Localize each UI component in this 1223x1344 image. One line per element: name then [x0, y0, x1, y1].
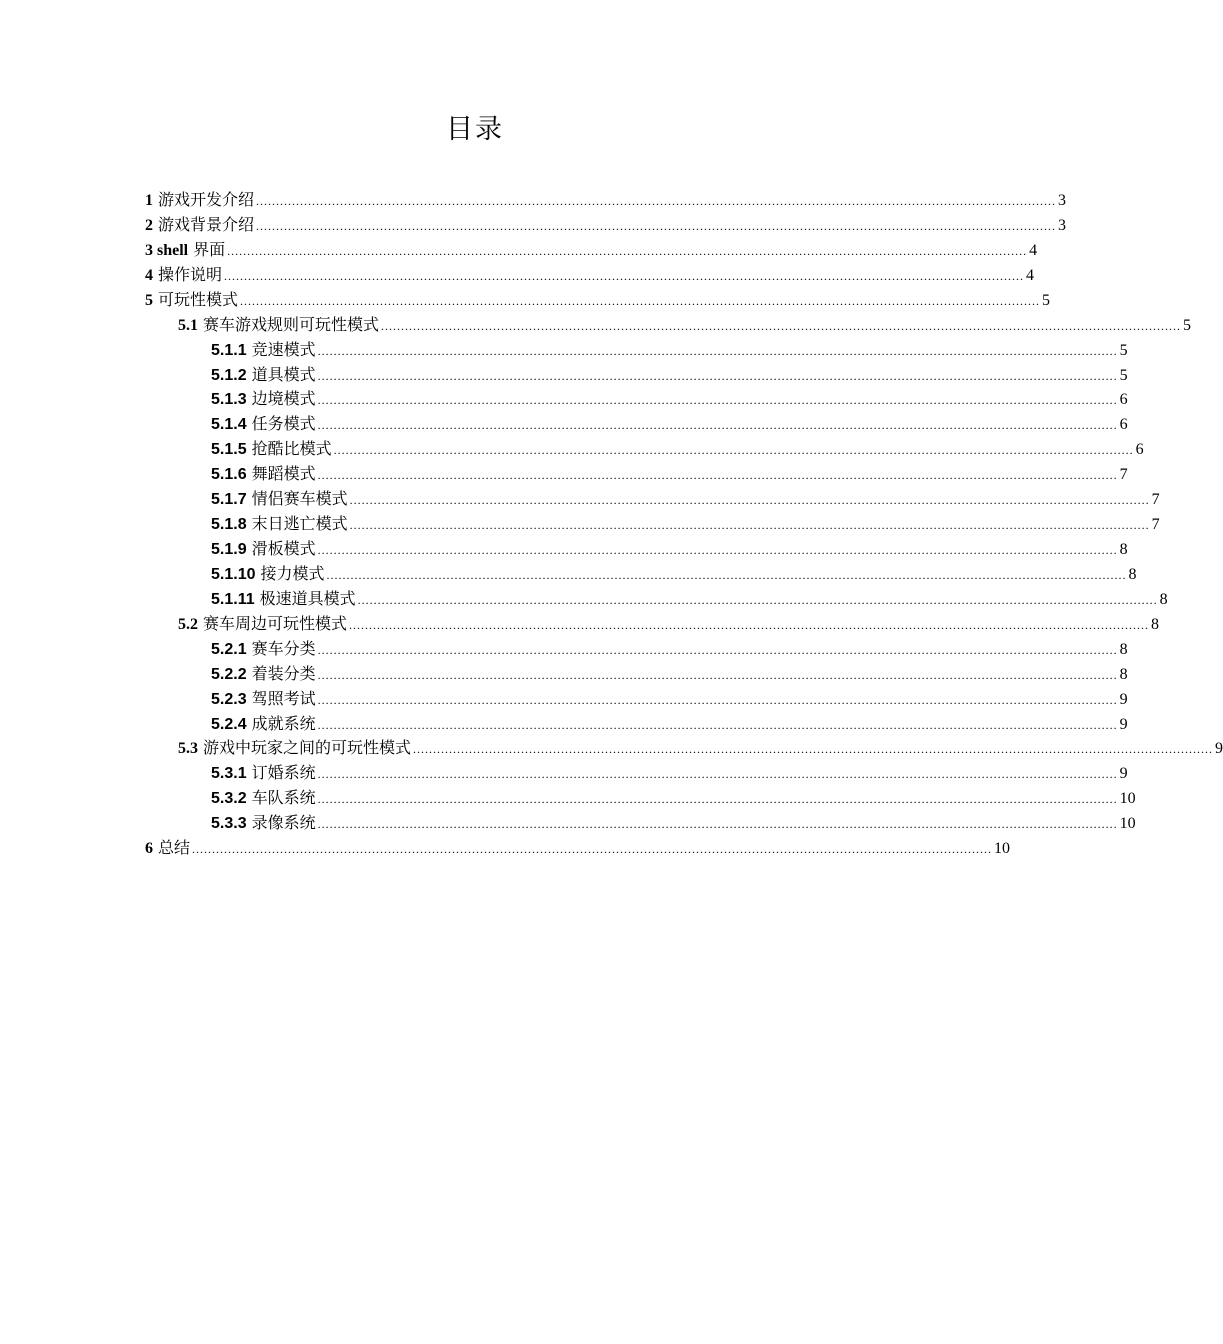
toc-entry[interactable]: [211, 637, 1128, 661]
toc-entry-number: 5.1.4: [211, 416, 247, 434]
toc-entry[interactable]: [211, 512, 1160, 536]
toc-dot-leader: ........................................................................................................................................................................................................: [326, 567, 1127, 582]
toc-entry[interactable]: [211, 662, 1128, 686]
toc-entry-title: 订婚系统: [251, 763, 316, 783]
toc-entry[interactable]: [211, 811, 1136, 835]
toc-entry-title: 接力模式: [260, 563, 325, 583]
toc-entry[interactable]: [145, 213, 1067, 237]
toc-dot-leader: ........................................................................................................................................................................................................: [317, 393, 1118, 408]
toc-entry-number: 5.1.7: [211, 491, 247, 509]
toc-entry-page-number: 3: [1058, 192, 1067, 209]
toc-entry[interactable]: [211, 412, 1128, 436]
toc-entry-page-number: 7: [1119, 466, 1128, 484]
toc-entry-page-number: 4: [1026, 266, 1035, 284]
toc-dot-leader: ........................................................................................................................................................................................................: [357, 592, 1158, 607]
toc-entry-number: 3 shell: [145, 241, 189, 259]
toc-entry-title: 游戏中玩家之间的可玩性模式: [203, 738, 412, 758]
toc-entry-title: 车队系统: [251, 788, 316, 808]
toc-entry-title: 舞蹈模式: [251, 464, 316, 484]
toc-entry-page-number: 7: [1151, 491, 1160, 509]
toc-entry-number: 6: [145, 840, 153, 858]
toc-entry-page-number: 8: [1119, 541, 1128, 559]
toc-dot-leader: ........................................................................................................................................................................................................: [224, 268, 1025, 283]
toc-entry[interactable]: [145, 836, 1011, 860]
toc-entry-page-number: 10: [1119, 815, 1136, 833]
toc-entry-title: 抢酷比模式: [251, 439, 332, 459]
toc-entry-page-number: 5: [1119, 366, 1128, 384]
toc-entry-number: 5.1.11: [211, 590, 255, 608]
toc-entry[interactable]: [178, 612, 1160, 636]
toc-dot-leader: ........................................................................................................................................................................................................: [256, 194, 1057, 208]
toc-entry-title: 任务模式: [251, 414, 316, 434]
toc-entry-title: 录像系统: [251, 813, 316, 833]
toc-dot-leader: ........................................................................................................................................................................................................: [317, 717, 1118, 732]
toc-entry-title: 驾照考试: [251, 688, 316, 708]
toc-entry-page-number: 9: [1119, 765, 1128, 783]
toc-entry-number: 5.1: [178, 316, 198, 334]
toc-entry-title: 滑板模式: [251, 539, 316, 559]
toc-entry-number: 5.1.6: [211, 466, 247, 484]
toc-entry[interactable]: [211, 338, 1128, 362]
toc-dot-leader: ........................................................................................................................................................................................................: [317, 343, 1118, 358]
toc-entry-title: 极速道具模式: [259, 588, 356, 608]
toc-entry-page-number: 8: [1151, 615, 1160, 633]
toc-entry-title: 界面: [193, 239, 226, 259]
toc-entry-title: 操作说明: [158, 264, 223, 284]
toc-dot-leader: ........................................................................................................................................................................................................: [317, 543, 1118, 558]
toc-entry-number: 5: [145, 291, 153, 309]
toc-entry-number: 5.1.2: [211, 366, 247, 384]
toc-entry-page-number: 9: [1119, 690, 1128, 708]
toc-entry[interactable]: [211, 387, 1128, 411]
toc-dot-leader: ........................................................................................................................................................................................................: [192, 842, 993, 857]
toc-entry-number: 5.2.3: [211, 690, 247, 708]
toc-entry-number: 5.1.9: [211, 541, 247, 559]
toc-dot-leader: ........................................................................................................................................................................................................: [381, 318, 1182, 333]
toc-entry-page-number: 8: [1128, 565, 1137, 583]
toc-entry-number: 5.2.2: [211, 665, 247, 683]
page-title: 目录: [446, 114, 504, 145]
toc-dot-leader: ........................................................................................................................................................................................................: [317, 642, 1118, 657]
toc-entry[interactable]: [211, 687, 1128, 711]
toc-entry-page-number: 9: [1215, 740, 1223, 758]
toc-dot-leader: ........................................................................................................................................................................................................: [349, 518, 1150, 533]
toc-entry-number: 5.1.3: [211, 391, 247, 409]
toc-entry-title: 成就系统: [251, 713, 316, 733]
toc-entry-number: 4: [145, 266, 153, 284]
toc-entry-title: 赛车周边可玩性模式: [203, 613, 348, 633]
toc-entry-title: 边境模式: [251, 389, 316, 409]
toc-entry-title: 竞速模式: [251, 339, 316, 359]
toc-entry-page-number: 9: [1119, 715, 1128, 733]
toc-dot-leader: ........................................................................................................................................................................................................: [349, 493, 1150, 508]
toc-entry-page-number: 5: [1042, 291, 1051, 309]
toc-entry[interactable]: [145, 188, 1067, 212]
toc-entry-title: 着装分类: [251, 663, 316, 683]
toc-dot-leader: ........................................................................................................................................................................................................: [317, 767, 1118, 782]
toc-dot-leader: ........................................................................................................................................................................................................: [317, 817, 1118, 832]
toc-dot-leader: ........................................................................................................................................................................................................: [317, 667, 1118, 682]
toc-entry-number: 5.3: [178, 740, 198, 758]
toc-entry-page-number: 6: [1119, 391, 1128, 409]
toc-entry[interactable]: [211, 562, 1137, 586]
toc-entry-title: 赛车游戏规则可玩性模式: [203, 314, 380, 334]
toc-entry-page-number: 8: [1159, 590, 1168, 608]
toc-entry-title: 情侣赛车模式: [251, 489, 348, 509]
toc-entry-page-number: 5: [1183, 316, 1192, 334]
toc-dot-leader: ........................................................................................................................................................................................................: [240, 293, 1041, 308]
toc-entry-number: 1: [145, 192, 153, 209]
toc-entry-title: 可玩性模式: [158, 289, 239, 309]
toc-entry-page-number: 4: [1029, 241, 1038, 259]
toc-entry-number: 5.2.1: [211, 640, 247, 658]
toc-dot-leader: ........................................................................................................................................................................................................: [333, 443, 1134, 458]
toc-entry-title: 赛车分类: [251, 638, 316, 658]
toc-entry[interactable]: [145, 288, 1051, 312]
toc-entry[interactable]: [211, 437, 1144, 461]
toc-dot-leader: ........................................................................................................................................................................................................: [413, 742, 1214, 757]
toc-dot-leader: ........................................................................................................................................................................................................: [317, 368, 1118, 383]
toc-dot-leader: ........................................................................................................................................................................................................: [317, 792, 1118, 807]
toc-entry[interactable]: [178, 313, 1192, 337]
toc-entry-number: 5.3.3: [211, 815, 247, 833]
toc-entry-number: 5.1.10: [211, 565, 256, 583]
toc-entry-page-number: 5: [1119, 341, 1128, 359]
toc-dot-leader: ........................................................................................................................................................................................................: [317, 418, 1118, 433]
toc-entry-page-number: 3: [1058, 216, 1067, 234]
toc-dot-leader: ........................................................................................................................................................................................................: [256, 218, 1057, 233]
toc-entry[interactable]: [211, 462, 1128, 486]
toc-entry-number: 2: [145, 216, 153, 234]
toc-dot-leader: ........................................................................................................................................................................................................: [317, 692, 1118, 707]
toc-entry-page-number: 10: [994, 840, 1011, 858]
toc-entry-number: 5.1.8: [211, 516, 247, 534]
toc-entry-number: 5.1.5: [211, 441, 247, 459]
toc-entry[interactable]: [211, 587, 1168, 611]
toc-dot-leader: ........................................................................................................................................................................................................: [227, 243, 1028, 258]
toc-entry-number: 5.2.4: [211, 715, 247, 733]
toc-entry[interactable]: [211, 761, 1128, 785]
toc-entry-number: 5.1.1: [211, 341, 247, 359]
toc-entry[interactable]: [211, 712, 1128, 736]
toc-entry[interactable]: [211, 786, 1136, 810]
toc-entry-title: 游戏开发介绍: [158, 190, 255, 209]
toc-entry[interactable]: [145, 238, 1038, 262]
toc-entry[interactable]: [211, 487, 1160, 511]
toc-entry-page-number: 6: [1135, 441, 1144, 459]
toc-entry[interactable]: [178, 736, 1223, 760]
toc-entry-page-number: 8: [1119, 640, 1128, 658]
toc-entry-page-number: 8: [1119, 665, 1128, 683]
toc-dot-leader: ........................................................................................................................................................................................................: [349, 617, 1150, 632]
toc-entry-title: 总结: [158, 838, 191, 858]
toc-dot-leader: ........................................................................................................................................................................................................: [317, 468, 1118, 483]
toc-entry-title: 道具模式: [251, 364, 316, 384]
toc-entry-number: 5.2: [178, 615, 198, 633]
toc-entry[interactable]: [211, 363, 1128, 387]
toc-entry[interactable]: [145, 263, 1035, 287]
toc-entry-title: 末日逃亡模式: [251, 514, 348, 534]
toc-entry-title: 游戏背景介绍: [158, 214, 255, 234]
toc-entry-page-number: 10: [1119, 790, 1136, 808]
toc-entry-number: 5.3.1: [211, 765, 247, 783]
toc-entry[interactable]: [211, 537, 1128, 561]
toc-entry-number: 5.3.2: [211, 790, 247, 808]
toc-entry-page-number: 6: [1119, 416, 1128, 434]
toc-entry-page-number: 7: [1151, 516, 1160, 534]
